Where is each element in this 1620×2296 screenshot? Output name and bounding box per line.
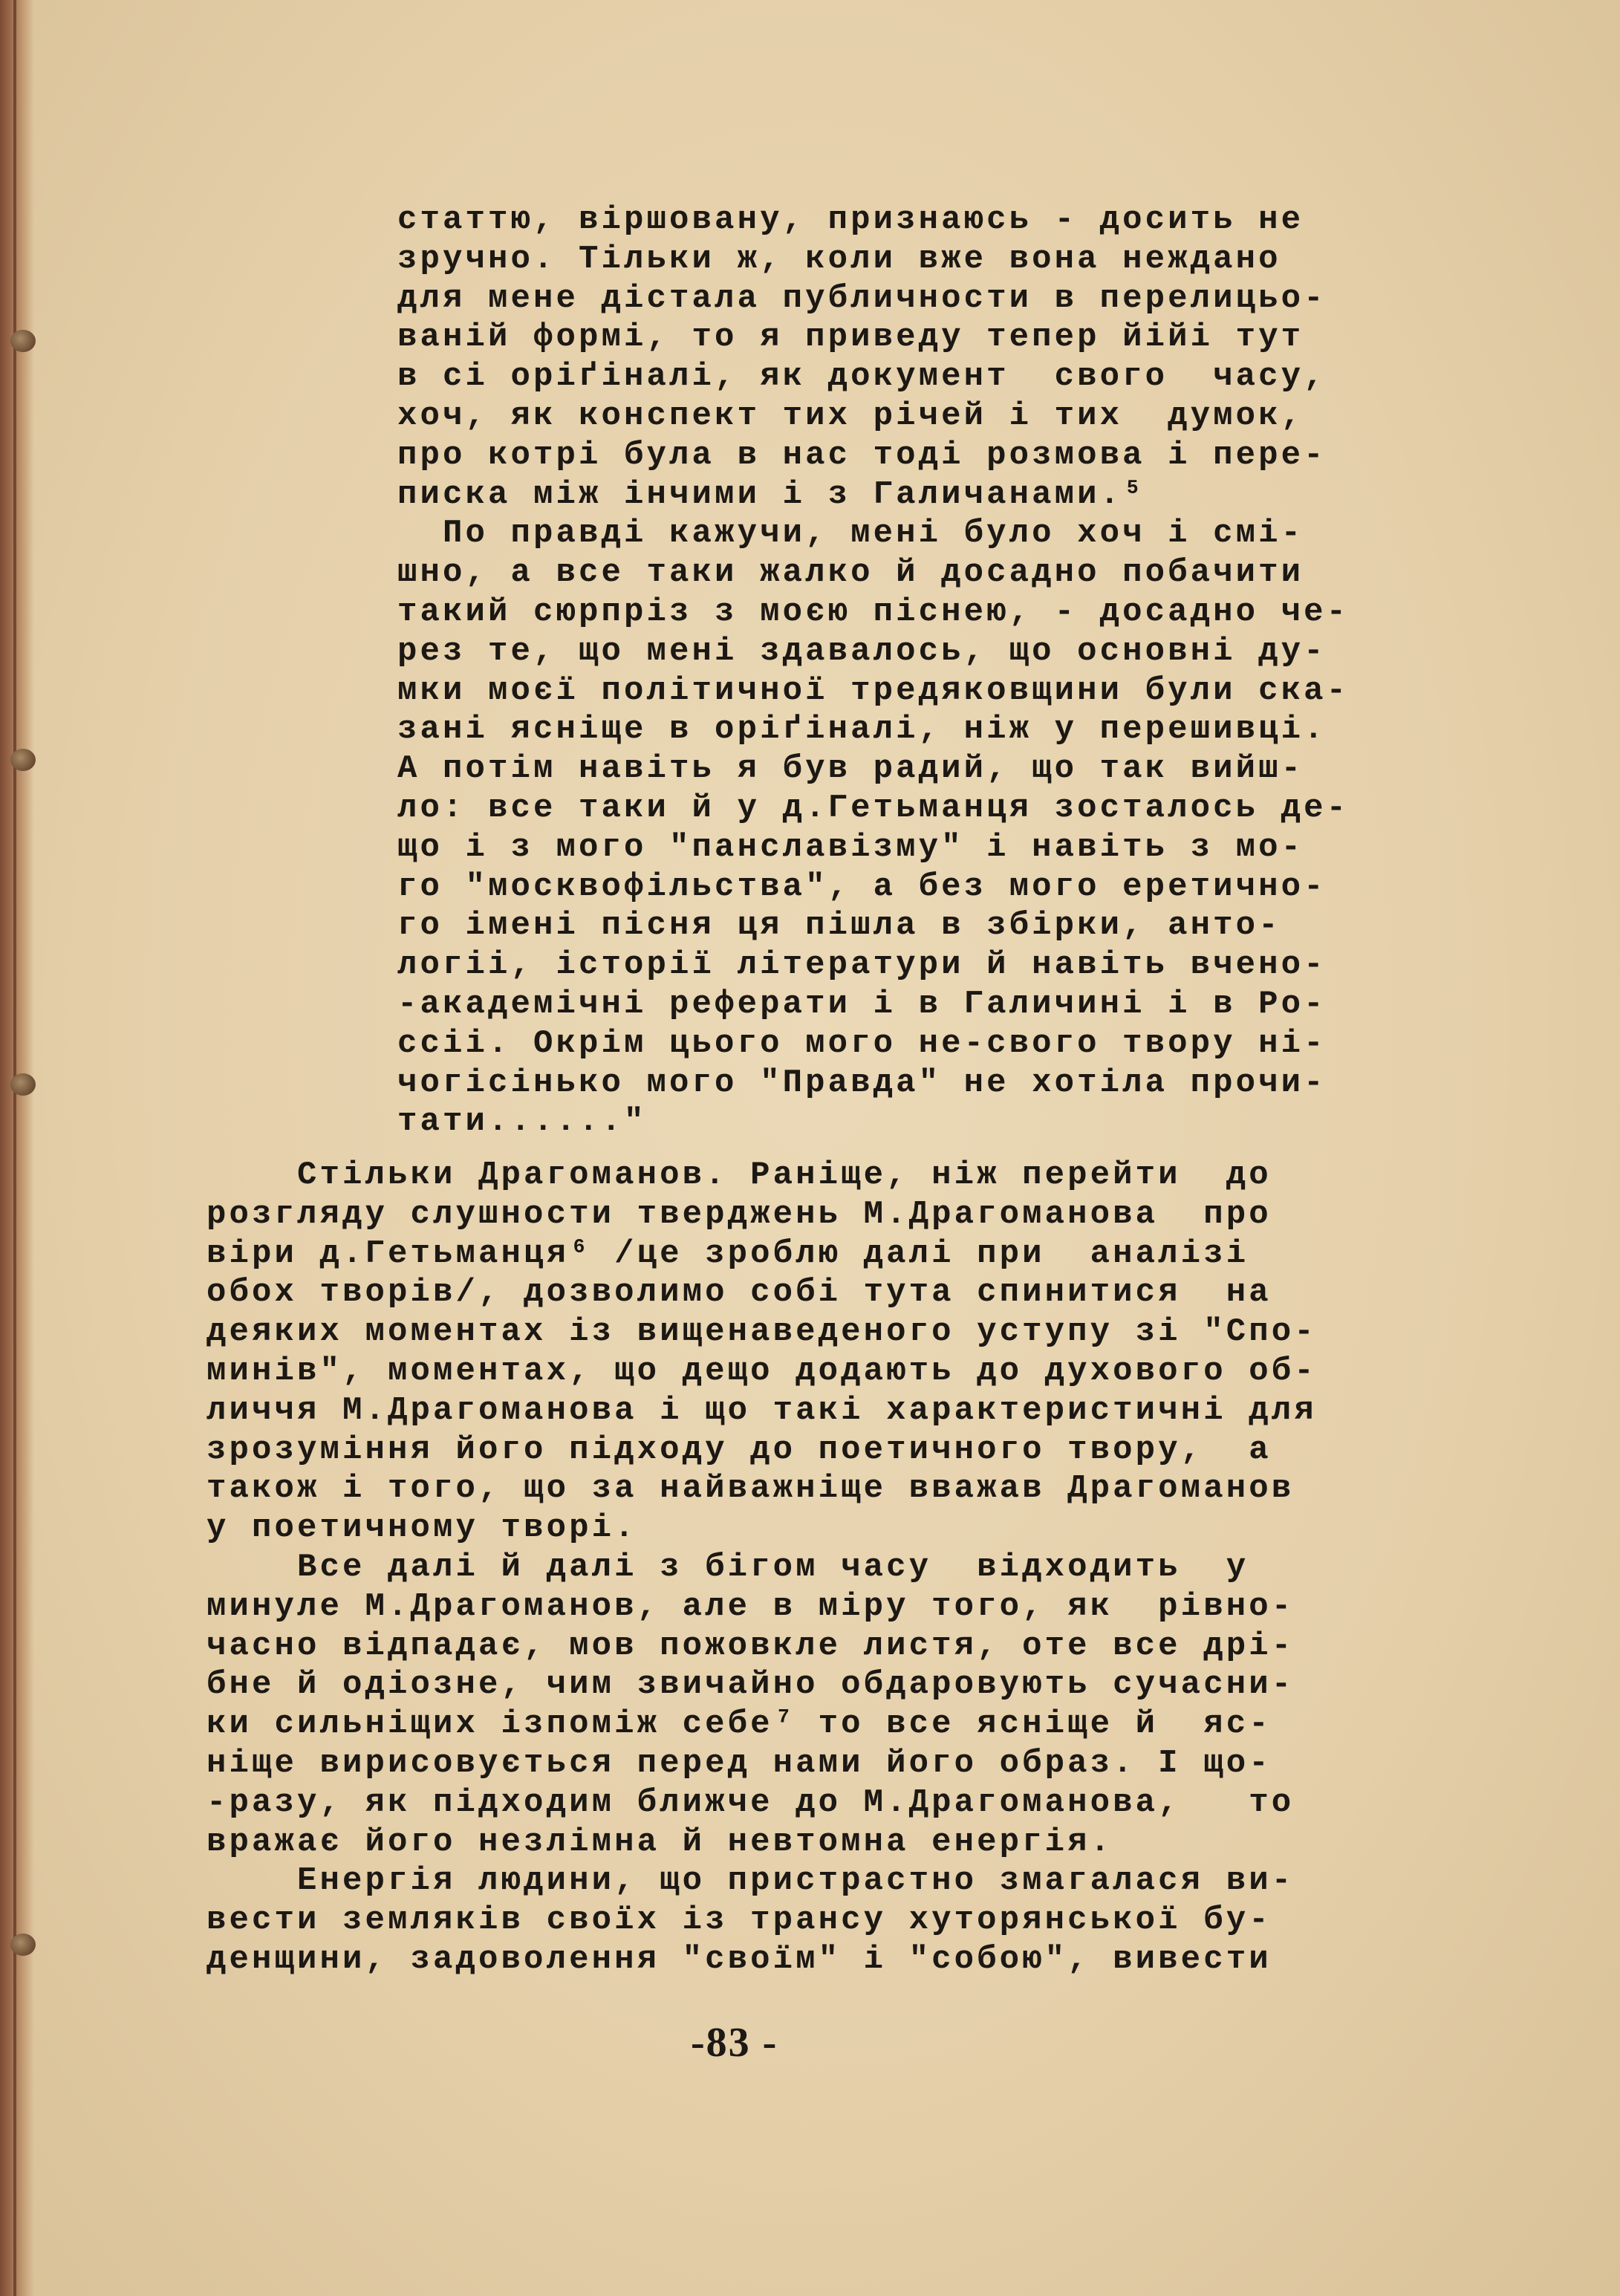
text-line: логіі, історії літератури й навіть вчено-: [397, 946, 1327, 984]
text-line: зрозуміння його підходу до поетичного твору, а: [206, 1431, 1272, 1469]
text-line: А потім навіть я був радий, що так вийш-: [397, 750, 1304, 788]
text-line: що і з мого "панславізму" і навіть з мо-: [397, 828, 1304, 866]
text-line: минів", моментах, що дещо додають до духового об-: [206, 1352, 1317, 1390]
text-line: ніще вирисовується перед нами його образ. І що-: [206, 1744, 1272, 1782]
text-line: -академічні реферати і в Галичині і в Ро-: [397, 985, 1327, 1023]
text-line: розгляду слушности тверджень М.Драгоманова про: [206, 1195, 1272, 1233]
text-line: Все далі й далі з бігом часу відходить у: [206, 1548, 1249, 1586]
text-line: ки сильніщих ізпоміж себе⁷ то все ясніще й яс-: [206, 1705, 1272, 1743]
text-line: минуле М.Драгоманов, але в міру того, як рівно-: [206, 1587, 1295, 1625]
text-line: шно, а все таки жалко й досадно побачити: [397, 554, 1304, 592]
text-line: для мене дістала публичности в перелицьо-: [397, 279, 1327, 317]
page-number: -83 -: [691, 2020, 778, 2066]
text-line: писка між інчими і з Галичанами.⁵: [397, 475, 1145, 513]
text-line: денщини, задоволення "своїм" і "собою", вивести: [206, 1940, 1272, 1978]
text-line: -разу, як підходим ближче до М.Драгоманова, то: [206, 1783, 1295, 1821]
text-line: в сі оріґіналі, як документ свого часу,: [397, 358, 1327, 396]
text-line: про котрі була в нас тоді розмова і пере-: [397, 436, 1327, 474]
text-line: личчя М.Драгоманова і що такі характеристичні для: [206, 1391, 1317, 1429]
typed-text-block-quote: [397, 201, 1349, 1142]
text-line: зані ясніще в оріґіналі, ніж у перешивці.: [397, 711, 1327, 749]
text-line: По правді кажучи, мені було хоч і смі-: [397, 515, 1304, 553]
text-line: Стільки Драгоманов. Раніще, ніж перейти до: [206, 1157, 1272, 1194]
text-line: го імені пісня ця пішла в збірки, анто-: [397, 907, 1281, 945]
text-line: віри д.Гетьманця⁶ /це зроблю далі при аналізі: [206, 1235, 1249, 1272]
text-line: рез те, що мені здавалось, що основні ду-: [397, 632, 1327, 670]
text-line: зручно. Тільки ж, коли вже вона неждано: [397, 240, 1281, 278]
text-line: часно відпадає, мов пожовкле листя, оте все дрі-: [206, 1627, 1295, 1665]
typed-text-block-main: [206, 1156, 1317, 1980]
text-line: Енергія людини, що пристрастно змагалася ви-: [206, 1862, 1295, 1900]
text-line: обох творів/, дозволимо собі тута спинитися на: [206, 1274, 1272, 1312]
text-line: чогісінько мого "Правда" не хотіла прочи-: [397, 1064, 1327, 1102]
binding-hole: [10, 1934, 36, 1956]
text-line: тати......": [397, 1103, 647, 1141]
text-line: вражає його незлімна й невтомна енергія.: [206, 1823, 1113, 1861]
binding-hole: [10, 330, 36, 352]
text-line: бне й одіозне, чим звичайно обдаровують сучасни-: [206, 1666, 1295, 1704]
text-line: ло: все таки й у д.Гетьманця зосталось де-: [397, 789, 1350, 827]
text-line: у поетичному творі.: [206, 1509, 637, 1547]
binding-hole: [10, 749, 36, 771]
text-line: хоч, як конспект тих річей і тих думок,: [397, 397, 1304, 435]
text-line: також і того, що за найважніще вважав Драгоманов: [206, 1470, 1295, 1508]
text-line: деяких моментах із вищенаведеного уступу зі "Спо-: [206, 1313, 1317, 1351]
text-line: го "москвофільства", а без мого еретично-: [397, 868, 1327, 905]
binding-hole: [10, 1073, 36, 1096]
text-line: ваній формі, то я приведу тепер йійі тут: [397, 319, 1304, 357]
text-line: такий сюрпріз з моєю піснею, - досадно че-: [397, 593, 1350, 631]
text-line: мки моєї політичної тредяковщини були ска-: [397, 671, 1350, 709]
text-line: ссіі. Окрім цього мого не-свого твору ні-: [397, 1024, 1327, 1062]
text-line: статтю, віршовану, признаюсь - досить не: [397, 201, 1304, 238]
text-line: вести земляків своїх із трансу хуторянської бу-: [206, 1902, 1272, 1939]
